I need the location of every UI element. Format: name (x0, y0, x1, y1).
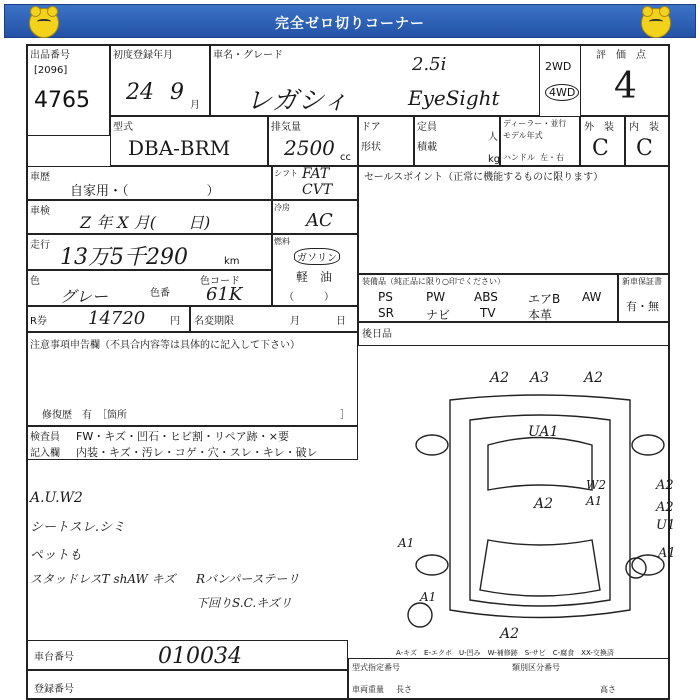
aircon-value: AC (306, 210, 333, 231)
lot-label: 出品番号 (30, 50, 70, 61)
ext-value: C (592, 136, 609, 161)
handnote-4: スタッドレスT shAW キズ (30, 572, 176, 586)
damage-mark: A2 (534, 496, 554, 512)
capacity-label: 定員 (417, 122, 437, 133)
int-label: 内 装 (629, 122, 659, 133)
color-num-label: 色番 (150, 288, 170, 299)
dealer-handle: ハンドル (503, 153, 535, 162)
first-reg-month-unit: 月 (190, 100, 200, 111)
damage-mark: A2 (584, 370, 604, 386)
damage-mark: A1 (420, 590, 437, 604)
ext-label: 外 装 (584, 122, 614, 133)
shift-value2: CVT (302, 182, 333, 198)
recycle-unit: 円 (170, 316, 180, 327)
mileage-label: 走行 (30, 240, 50, 251)
sales-label: セールスポイント（正常に機能するものに限ります） (364, 172, 604, 183)
cc-label: 排気量 (271, 122, 301, 133)
drive-2wd: 2WD (545, 60, 572, 73)
car-grade: 2.5i (412, 54, 447, 75)
warranty-value: 有・無 (626, 300, 659, 313)
damage-mark: U1 (656, 518, 676, 533)
reg-limit-label: 名変期限 (194, 316, 234, 327)
mileage-value: 13万5千290 (60, 245, 188, 270)
grade-value: 4 (614, 66, 637, 107)
color-code-label: 色コード (200, 276, 240, 287)
aircon-label: 冷房 (274, 203, 290, 212)
damage-mark: W2 (586, 478, 606, 492)
equip-label: 装備品（純正品に限り○印でください） (362, 277, 505, 286)
color-value: グレー (60, 287, 109, 306)
lot-sub: [2096] (34, 65, 68, 76)
spec-label-4: 車両重量 (352, 685, 384, 694)
reg-limit-month: 月 (290, 316, 300, 327)
equip-abs: ABS (474, 290, 498, 304)
inspector-label: 検査員 (30, 432, 60, 443)
first-reg-label: 初度登録年月 (113, 50, 173, 61)
inspector-label2: 記入欄 (30, 448, 60, 459)
damage-mark: A2 (490, 370, 510, 386)
lot-number: 4765 (34, 88, 90, 113)
warranty-label: 新車保証書 (622, 277, 662, 286)
car-label: 車名・グレード (213, 50, 283, 61)
grade-label: 評 価 点 (596, 50, 646, 61)
banner-title: 完全ゼロ切りコーナー (275, 16, 425, 32)
chassis-value: 010034 (158, 644, 242, 669)
equip-ps: PS (378, 290, 393, 304)
damage-mark: A2 (656, 500, 674, 515)
damage-mark: A2 (500, 626, 520, 642)
fuel-diesel: 軽 油 (296, 270, 333, 284)
drive-4wd: 4WD (545, 84, 579, 101)
inspector-line2: 内装・キズ・汚レ・コゲ・穴・スレ・キレ・破レ (76, 446, 318, 459)
handnote-2: シートスレ.シミ (30, 520, 126, 535)
equip-airbag: エアB (528, 292, 561, 306)
door-shape: 形状 (361, 142, 381, 153)
door-label: ドア (361, 122, 381, 133)
first-reg-month: 9 (170, 80, 184, 105)
inspector-line1: FW・キズ・凹石・ヒビ割・リペア跡・×要 (76, 430, 289, 443)
damage-mark: UA1 (528, 424, 559, 440)
handnote-1: A.U.W2 (30, 490, 83, 506)
color-label: 色 (30, 276, 40, 287)
damage-mark: A1 (398, 536, 415, 550)
spec-label-5: 高さ (600, 685, 616, 694)
first-reg-year: 24 (126, 80, 154, 105)
equip-navi: ナビ (426, 308, 451, 322)
spec-label-2: 類別区分番号 (512, 663, 560, 672)
inspection-label: 車検 (30, 206, 50, 217)
legend: A-キズ E-エクボ U-凹み W-補修跡 S-サビ C-腐食 XX-交換済 (396, 649, 614, 657)
model-label: 型式 (113, 122, 133, 133)
handnote-6: 下回りS.C.キズリ (196, 596, 292, 610)
spec-label-3: 長さ (396, 685, 412, 694)
history-value: 自家用・（ ） (70, 184, 220, 199)
damage-mark: A1 (658, 546, 676, 561)
cc-value: 2500 (284, 136, 335, 160)
damage-mark: A1 (586, 494, 603, 508)
cc-unit: cc (340, 152, 351, 163)
capacity-load-unit: kg (488, 154, 501, 165)
fuel-gas: ガソリン (294, 248, 340, 265)
reg-limit-day: 日 (336, 316, 346, 327)
int-value: C (636, 136, 653, 161)
dealer-model-year: モデル年式 (503, 131, 543, 140)
equip-aw: AW (582, 290, 602, 304)
car-name: レガシィ (246, 86, 349, 116)
inspection-value: Z 年 X 月( 日) (80, 213, 211, 232)
color-code: 61K (206, 284, 243, 305)
dealer-lr: 左・右 (540, 153, 564, 162)
fuel-label: 燃料 (274, 237, 290, 246)
equip-sr: SR (378, 306, 394, 320)
notes-repair: 修復歴 有 ［箇所 (42, 410, 127, 421)
recycle-label: R券 (30, 316, 47, 327)
handnote-5: Rバンパーステーリ (196, 572, 300, 586)
notes-repair-end: ］ (340, 410, 350, 421)
capacity-unit: 人 (488, 132, 498, 143)
equip-tv: TV (480, 306, 496, 320)
fuel-other: （ ） (284, 292, 334, 303)
history-label: 車歴 (30, 172, 50, 183)
reg-no-cell (26, 670, 348, 700)
model-value: DBA-BRM (128, 136, 231, 160)
handnote-3: ペットも (30, 548, 83, 563)
capacity-load: 積載 (417, 142, 437, 153)
dealer-label: ディーラー・並行 (503, 119, 567, 128)
shift-label: シフト (274, 169, 298, 178)
seat-label: 後日品 (362, 329, 392, 340)
damage-mark: A2 (656, 478, 674, 493)
reg-no-label: 登録番号 (34, 684, 74, 695)
damage-mark: A3 (530, 370, 550, 386)
recycle-value: 14720 (88, 308, 146, 329)
equip-leather: 本革 (528, 308, 553, 322)
mileage-unit: km (224, 256, 240, 267)
notes-label: 注意事項申告欄（不具合内容等は具体的に記入して下さい） (30, 340, 300, 351)
chassis-label: 車台番号 (34, 652, 74, 663)
equip-pw: PW (426, 290, 446, 304)
shift-value: FAT (302, 166, 330, 182)
car-grade2: EyeSight (408, 86, 500, 110)
spec-label-1: 型式指定番号 (352, 663, 400, 672)
